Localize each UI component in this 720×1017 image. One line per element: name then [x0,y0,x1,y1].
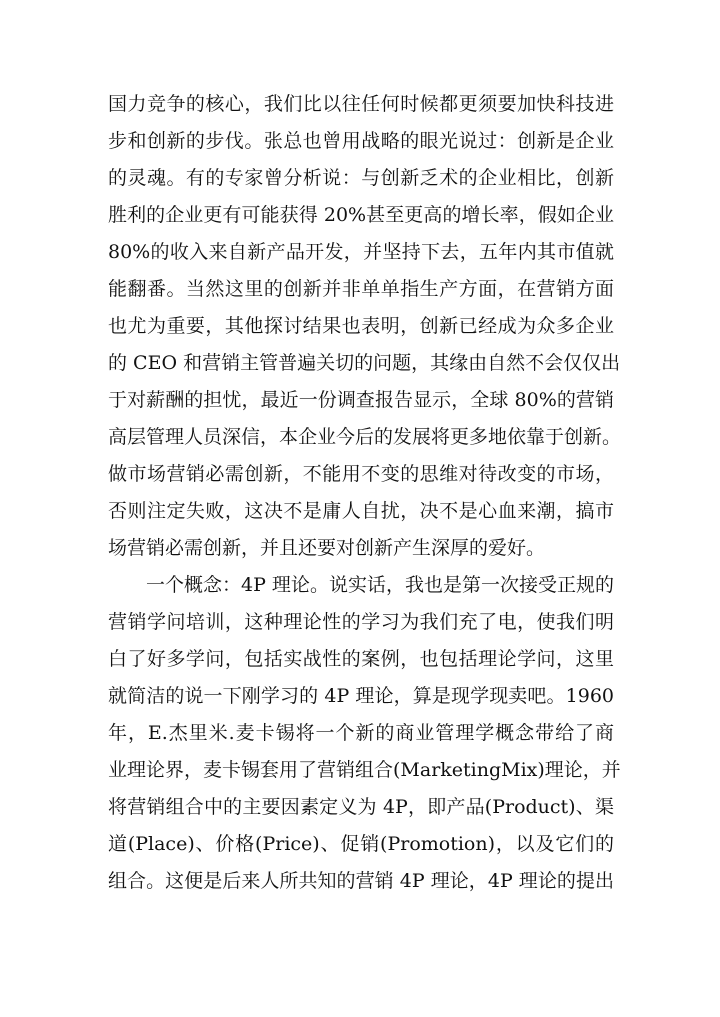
text-line: 业理论界，麦卡锡套用了营销组合(MarketingMix)理论，并 [108,759,621,781]
text-line: 也尤为重要，其他探讨结果也表明，创新已经成为众多企业 [108,315,614,337]
paragraph-end-line: 场营销必需创新，并且还要对创新产生深厚的爱好。 [108,537,546,559]
text-line: 80%的收入来自新产品开发，并坚持下去，五年内其市值就 [108,241,614,263]
body-text [108,86,622,900]
text-line: 组合。这便是后来人所共知的营销 4P 理论，4P 理论的提出 [108,870,614,892]
text-line: 的灵魂。有的专家曾分析说：与创新乏术的企业相比，创新 [108,167,614,189]
paragraph-start-line: 一个概念：4P 理论。说实话，我也是第一次接受正规的 [146,574,614,596]
text-line: 做市场营销必需创新，不能用不变的思维对待改变的市场， [108,463,614,485]
text-line: 于对薪酬的担忧，最近一份调查报告显示，全球 80%的营销 [108,389,614,411]
text-line: 否则注定失败，这决不是庸人自扰，决不是心血来潮，搞市 [108,500,614,522]
text-line: 将营销组合中的主要因素定义为 4P，即产品(Product)、渠 [108,796,614,818]
text-line: 高层管理人员深信，本企业今后的发展将更多地依靠于创新。 [108,426,622,448]
text-line: 胜利的企业更有可能获得 20%甚至更高的增长率，假如企业 [108,204,614,226]
text-line: 年，E.杰里米.麦卡锡将一个新的商业管理学概念带给了商 [108,722,614,744]
text-line: 国力竞争的核心，我们比以往任何时候都更须要加快科技进 [108,93,614,115]
text-line: 就简洁的说一下刚学习的 4P 理论，算是现学现卖吧。1960 [108,685,614,707]
text-line: 营销学问培训，这种理论性的学习为我们充了电，使我们明 [108,611,614,633]
text-line: 能翻番。当然这里的创新并非单单指生产方面，在营销方面 [108,278,614,300]
text-line: 的 CEO 和营销主管普遍关切的问题，其缘由自然不会仅仅出 [108,352,621,374]
text-line: 道(Place)、价格(Price)、促销(Promotion)，以及它们的 [108,833,614,855]
text-line: 步和创新的步伐。张总也曾用战略的眼光说过：创新是企业 [108,130,614,152]
text-line: 白了好多学问，包括实战性的案例，也包括理论学问，这里 [108,648,614,670]
